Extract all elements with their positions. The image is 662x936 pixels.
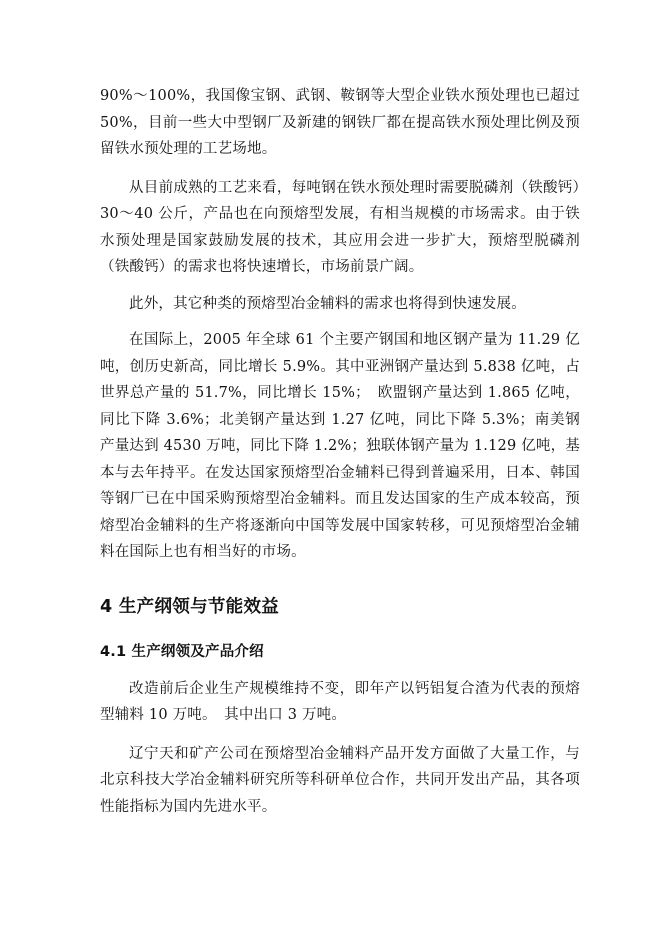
section-heading: 4 生产纲领与节能效益 xyxy=(100,596,280,617)
paragraph-continued: 90%～100%，我国像宝钢、武钢、鞍钢等大型企业铁水预处理也已超过 50%，目前一些大中型钢厂及新建的钢铁厂都在提高铁水预处理比例及预留铁水预处理的工艺场地。 xyxy=(100,88,580,157)
paragraph-dephosphorization: 从目前成熟的工艺来看，每吨钢在铁水预处理时需要脱磷剂（铁酸钙）30～40 公斤，产品也在向预熔型发展，有相当规模的市场需求。由于铁水预处理是国家鼓励发展的技术，其应用会进一步扩大，预熔型脱磷剂（铁酸钙）的需求也将快速增长，市场前景广阔。 xyxy=(100,179,580,275)
paragraph-other-auxiliaries: 此外，其它种类的预熔型冶金辅料的需求也将得到快速发展。 xyxy=(129,295,526,312)
paragraph-international-market: 在国际上，2005 年全球 61 个主要产钢国和地区钢产量为 11.29 亿吨，创历史新高，同比增长 5.9%。其中亚洲钢产量达到 5.838 亿吨，占世界总产量的 51.7%，同比增长 15%； 欧盟钢产量达到 1.865 亿吨，同比下降 3.6%；北美钢产量达到 1.27 亿吨，同比下降 5.3%；南美钢产量达到 4530 万吨，同比下降 1.2%；独联体钢产量为 1.129 亿吨，基本与去年持平。在发达国家预熔型冶金辅料已得到普遍采用，日本、韩国等钢厂已在中国采购预熔型冶金辅料。而且发达国家的生产成本较高，预熔型冶金辅料的生产将逐渐向中国等发展中国家转移，可见预熔型冶金辅料在国际上也有相当好的市场。 xyxy=(100,332,580,560)
paragraph-production-scale: 改造前后企业生产规模维持不变，即年产以钙铝复合渣为代表的预熔型辅料 10 万吨。 其中出口 3 万吨。 xyxy=(100,680,580,723)
subsection-heading: 4.1 生产纲领及产品介绍 xyxy=(100,643,264,660)
paragraph-product-development: 辽宁天和矿产公司在预熔型冶金辅料产品开发方面做了大量工作，与北京科技大学冶金辅料研究所等科研单位合作，共同开发出产品，其各项性能指标为国内先进水平。 xyxy=(100,745,580,815)
document-body xyxy=(100,83,580,820)
